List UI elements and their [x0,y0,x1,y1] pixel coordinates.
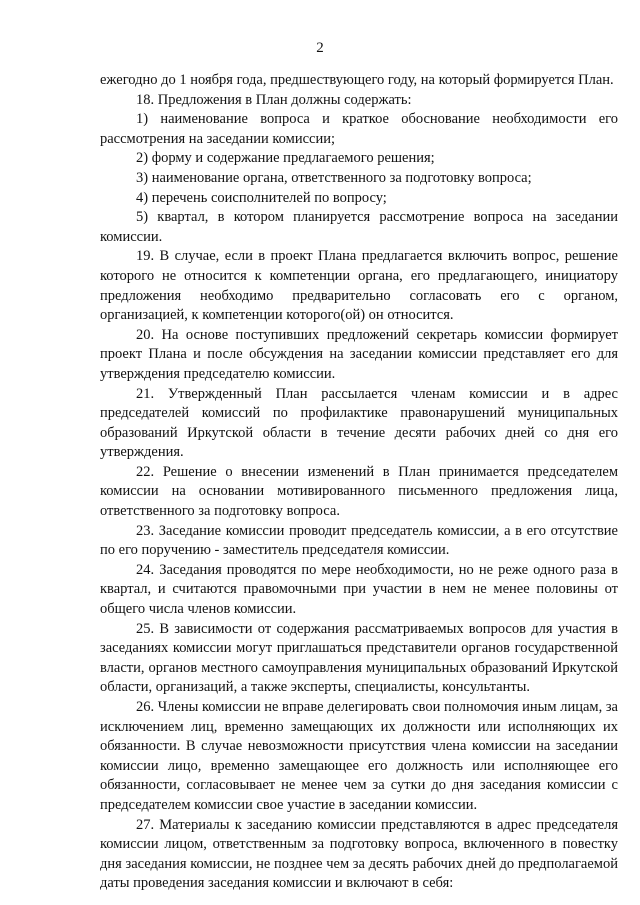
paragraph-18-item-1: 1) наименование вопроса и краткое обоснование необходимости его рассмотрения на заседании комиссии; [100,111,618,147]
paragraph-18-item-3: 3) наименование органа, ответственного за подготовку вопроса; [136,169,532,186]
paragraph-18-item-4: 4) перечень соисполнителей по вопросу; [136,189,387,206]
paragraph-18: 18. Предложения в План должны содержать: [136,91,412,108]
paragraph-27: 27. Материалы к заседанию комиссии представляются в адрес председателя комиссии лицом, ответственным за подготовку вопроса, включенного в повестку дня заседания комиссии, не позднее чем за десять рабочих дней до предполагаемой даты проведения заседания комиссии и включают в себя: [100,816,618,892]
paragraph-18-item-5: 5) квартал, в котором планируется рассмотрение вопроса на заседании комиссии. [100,209,618,245]
paragraph-18-item-2: 2) форму и содержание предлагаемого решения; [136,150,435,167]
paragraph-26: 26. Члены комиссии не вправе делегировать свои полномочия иным лицам, за исключением лиц, временно замещающих их должности или исполняющих их обязанности. В случае невозможности присутствия члена комиссии на заседании комиссии лицо, временно замещающее его должность или исполняющее его обязанности, согласовывает не менее чем за сутки до дня заседания комиссии с председателем комиссии свое участие в заседании комиссии. [100,699,618,813]
paragraph-22: 22. Решение о внесении изменений в План принимается председателем комиссии на основании мотивированного письменного предложения лица, ответственного за подготовку вопроса. [100,463,618,520]
paragraph-25: 25. В зависимости от содержания рассматриваемых вопросов для участия в заседаниях комиссии могут приглашаться представители органов государственной власти, органов местного самоуправления муниципальных образований Иркутской области, организаций, а также эксперты, специалисты, консультанты. [100,620,618,696]
paragraph-19: 19. В случае, если в проект Плана предлагается включить вопрос, решение которого не относится к компетенции органа, его предлагающего, инициатору предложения необходимо предварительно согласовать его с органом, организацией, к компетенции которого(ой) он относится. [100,248,618,324]
document-body [100,71,618,894]
page-number: 2 [316,40,324,56]
paragraph-23: 23. Заседание комиссии проводит председатель комиссии, а в его отсутствие по его поручению - заместитель председателя комиссии. [100,522,618,559]
paragraph-24: 24. Заседания проводятся по мере необходимости, но не реже одного раза в квартал, и считаются правомочными при участии в нем не менее половины от общего числа членов комиссии. [100,561,618,618]
paragraph-20: 20. На основе поступивших предложений секретарь комиссии формирует проект Плана и после обсуждения на заседании комиссии представляет его для утверждения председателю комиссии. [100,326,618,382]
paragraph-continuation: ежегодно до 1 ноября года, предшествующего году, на который формируется План. [100,72,614,88]
paragraph-21: 21. Утвержденный План рассылается членам комиссии и в адрес председателей комиссий по профилактике правонарушений муниципальных образований Иркутской области в течение десяти рабочих дней со дня его утверждения. [100,385,618,461]
